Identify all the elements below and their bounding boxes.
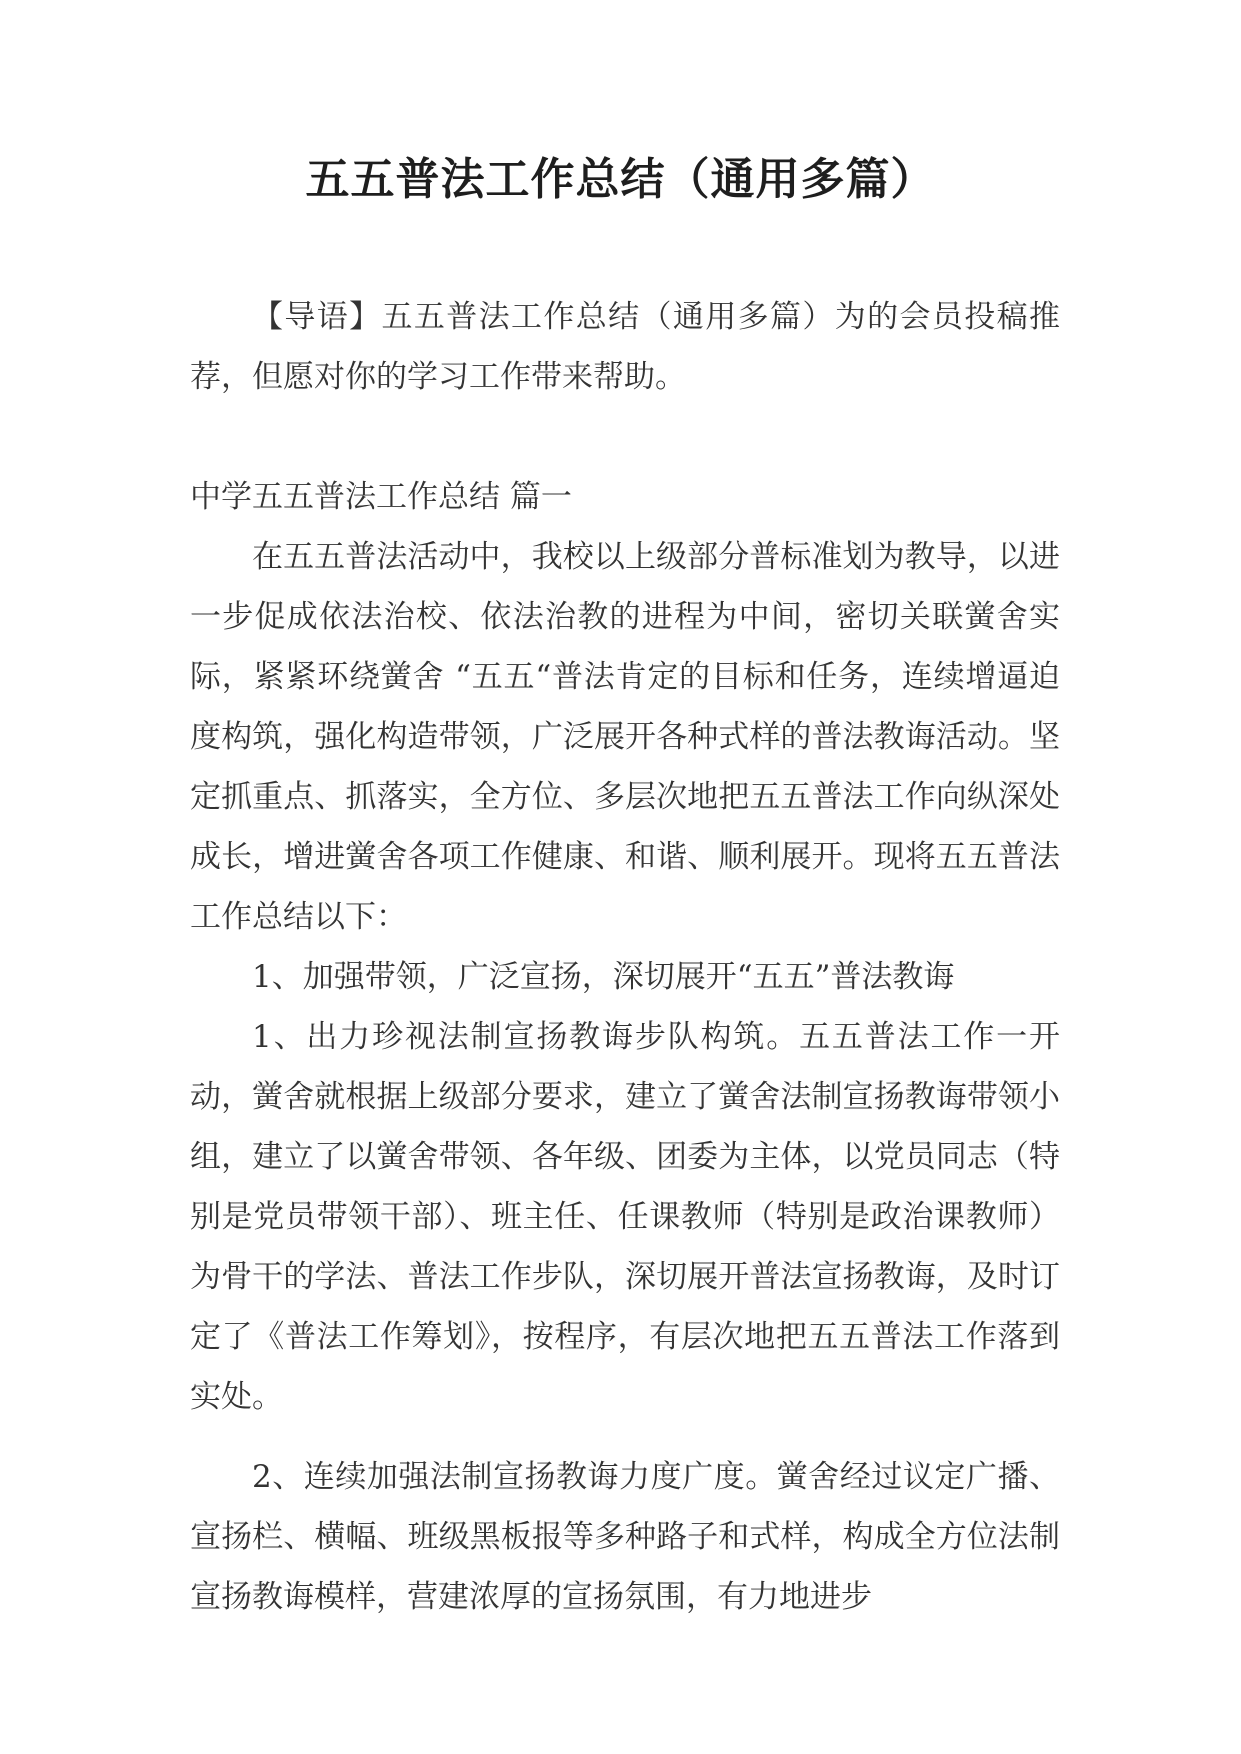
spacer bbox=[190, 1427, 1060, 1447]
lead-paragraph: 【导语】五五普法工作总结（通用多篇）为的会员投稿推荐，但愿对你的学习工作带来帮助。 bbox=[190, 299, 1060, 395]
document-body bbox=[190, 287, 1060, 1627]
body-paragraph: 1、出力珍视法制宣扬教诲步队构筑。五五普法工作一开动，黉舍就根据上级部分要求，建立了黉舍法制宣扬教诲带领小组，建立了以黉舍带领、各年级、团委为主体，以党员同志（特别是党员带领干部）、班主任、任课教师（特别是政治课教师）为骨干的学法、普法工作步队，深切展开普法宣扬教诲，及时订定了《普法工作筹划》，按程序，有层次地把五五普法工作落到实处。 bbox=[190, 1019, 1060, 1415]
body-paragraph: 1、加强带领，广泛宣扬，深切展开“五五”普法教诲 bbox=[252, 959, 955, 995]
spacer bbox=[190, 407, 1060, 467]
document-title: 五五普法工作总结（通用多篇） bbox=[305, 154, 936, 205]
body-paragraph: 2、连续加强法制宣扬教诲力度广度。黉舍经过议定广播、宣扬栏、横幅、班级黑板报等多种路子和式样，构成全方位法制宣扬教诲模样，营建浓厚的宣扬氛围，有力地进步 bbox=[190, 1459, 1060, 1615]
section-heading: 中学五五普法工作总结 篇一 bbox=[190, 479, 572, 515]
body-paragraph: 在五五普法活动中，我校以上级部分普标准划为教导，以进一步促成依法治校、依法治教的进程为中间，密切关联黉舍实际，紧紧环绕黉舍 “五五“普法肯定的目标和任务，连续增逼迫度构筑，强化构造带领，广泛展开各种式样的普法教诲活动。坚定抓重点、抓落实，全方位、多层次地把五五普法工作向纵深处成长，增进黉舍各项工作健康、和谐、顺利展开。现将五五普法工作总结以下： bbox=[190, 539, 1060, 935]
